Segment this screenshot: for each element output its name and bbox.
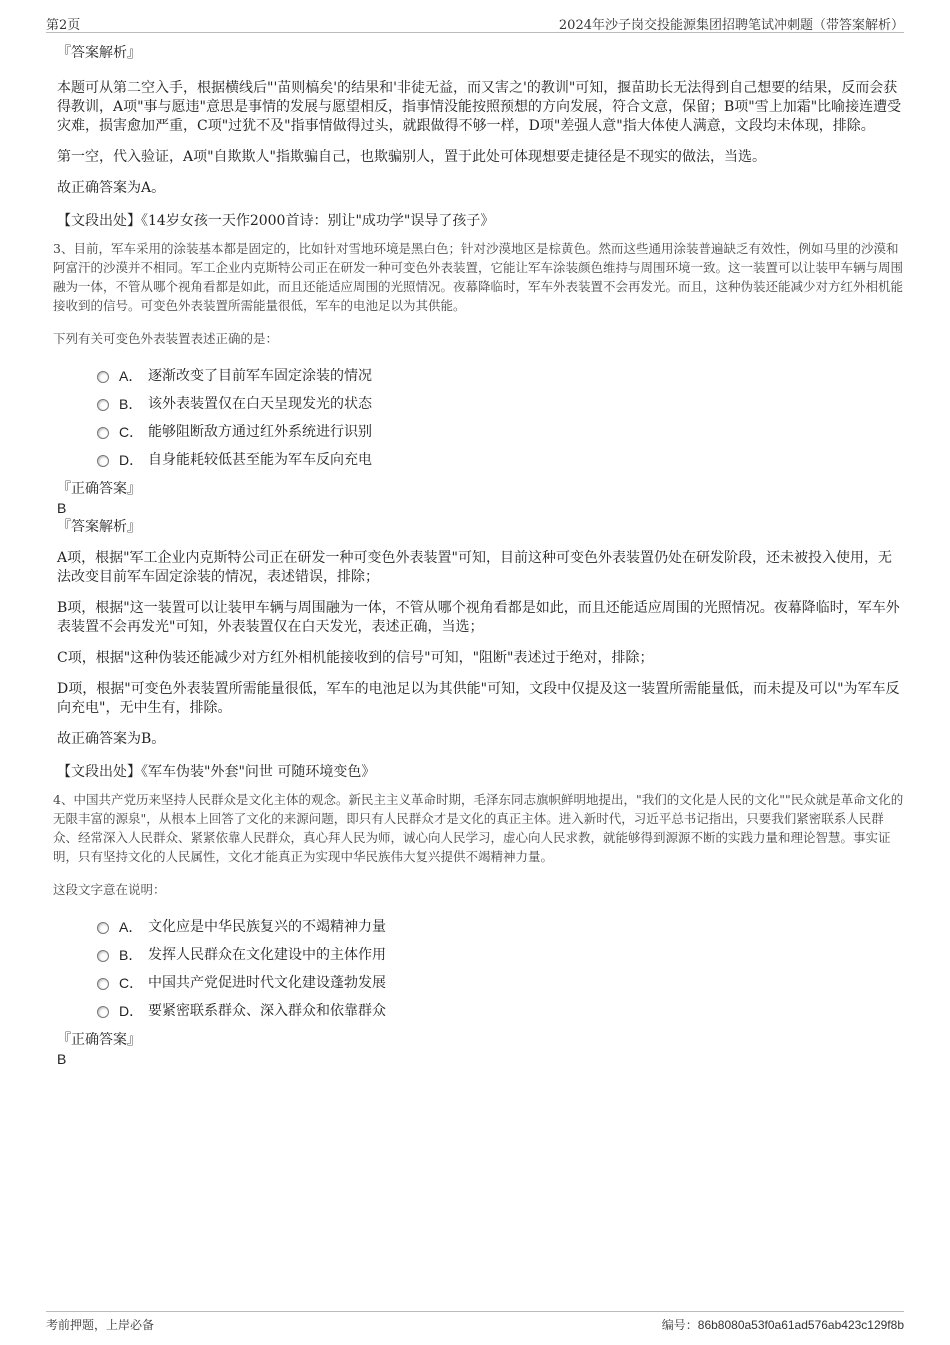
answer-value: B xyxy=(57,500,67,516)
option-text: 逐渐改变了目前军车固定涂装的情况 xyxy=(148,368,372,384)
document-body xyxy=(53,44,904,1069)
option-letter: B． xyxy=(119,396,143,412)
radio-icon[interactable] xyxy=(97,978,109,990)
option-letter: A． xyxy=(119,368,143,384)
option-b[interactable] xyxy=(57,941,904,969)
radio-icon[interactable] xyxy=(97,1006,109,1018)
options-list xyxy=(57,913,904,1025)
question-prompt: 下列有关可变色外表装置表述正确的是： xyxy=(53,331,279,346)
option-letter: C． xyxy=(119,424,144,440)
answer-value: B xyxy=(57,1051,67,1067)
option-text: 中国共产党促进时代文化建设蓬勃发展 xyxy=(148,975,386,991)
document-id: 编号：86b8080a53f0a61ad576ab423c129f8b xyxy=(661,1318,904,1332)
source-citation: 【文段出处】《14岁女孩一天作2000首诗：别让"成功学"误导了孩子》 xyxy=(57,213,495,229)
radio-icon[interactable] xyxy=(97,950,109,962)
option-text: 该外表装置仅在白天呈现发光的状态 xyxy=(148,396,372,412)
option-d[interactable] xyxy=(57,997,904,1025)
conclusion-text: 故正确答案为A。 xyxy=(57,180,166,196)
option-letter: B． xyxy=(119,947,143,963)
page-header xyxy=(46,12,904,33)
analysis-paragraph: 第一空，代入验证，A项"自欺欺人"指欺骗自己，也欺骗别人，置于此处可体现想要走捷径是不现实的做法，当选。 xyxy=(57,149,766,165)
source-citation: 【文段出处】《军车伪装"外套"问世 可随环境变色》 xyxy=(57,764,376,780)
option-text: 文化应是中华民族复兴的不竭精神力量 xyxy=(148,919,386,935)
option-letter: C． xyxy=(119,975,144,991)
radio-icon[interactable] xyxy=(97,922,109,934)
radio-icon[interactable] xyxy=(97,371,109,383)
answer-label: 『正确答案』 xyxy=(57,481,141,497)
answer-label: 『正确答案』 xyxy=(57,1032,141,1048)
analysis-paragraph: C项，根据"这种伪装还能减少对方红外相机能接收到的信号"可知，"阻断"表述过于绝对，排除； xyxy=(57,650,654,666)
option-letter: D． xyxy=(119,1003,144,1019)
option-letter: D． xyxy=(119,452,144,468)
option-b[interactable] xyxy=(57,390,904,418)
page-number: 第2页 xyxy=(46,18,81,33)
radio-icon[interactable] xyxy=(97,427,109,439)
document-title: 2024年沙子岗交投能源集团招聘笔试冲刺题（带答案解析） xyxy=(558,18,904,33)
option-a[interactable] xyxy=(57,362,904,390)
analysis-label: 『答案解析』 xyxy=(57,519,141,535)
option-c[interactable] xyxy=(57,418,904,446)
question-prompt: 这段文字意在说明： xyxy=(53,882,166,897)
options-list xyxy=(57,362,904,474)
option-text: 能够阻断敌方通过红外系统进行识别 xyxy=(148,424,372,440)
analysis-paragraph: 本题可从第二空入手，根据横线后"'苗则槁矣'的结果和'非徒无益，而又害之'的教训"可知，揠苗助长无法得到自己想要的结果，反而会获得教训，A项"事与愿违"意思是事情的发展与愿望相反，指事情没能按照预想的方向发展，符合文意，保留；B项"雪上加霜"比喻接连遭受灾难，损害愈加严重，C项"过犹不及"指事情做得过头，就跟做得不够一样，D项"差强人意"指大体使人满意，文段均未体现，排除。 xyxy=(57,80,902,134)
page-footer xyxy=(46,1311,904,1334)
option-text: 要紧密联系群众、深入群众和依靠群众 xyxy=(148,1003,386,1019)
option-text: 自身能耗较低甚至能为军车反向充电 xyxy=(148,452,372,468)
radio-icon[interactable] xyxy=(97,455,109,467)
analysis-paragraph: A项，根据"军工企业内克斯特公司正在研发一种可变色外表装置"可知，目前这种可变色外表装置仍处在研发阶段，还未被投入使用，无法改变目前军车固定涂装的情况，表述错误，排除； xyxy=(57,550,892,585)
analysis-label: 『答案解析』 xyxy=(57,45,141,61)
option-letter: A． xyxy=(119,919,143,935)
option-a[interactable] xyxy=(57,913,904,941)
analysis-paragraph: D项，根据"可变色外表装置所需能量很低，军车的电池足以为其供能"可知，文段中仅提及这一装置所需能量低，而未提及可以"为军车反向充电"，无中生有，排除。 xyxy=(57,681,900,716)
question-stem: 3、目前，军车采用的涂装基本都是固定的，比如针对雪地环境是黑白色；针对沙漠地区是棕黄色。然而这些通用涂装普遍缺乏有效性，例如马里的沙漠和阿富汗的沙漠并不相同。军工企业内克斯特公司正在研发一种可变色外表装置，它能让军车涂装颜色维持与周围环境一致。这一装置可以让装甲车辆与周围融为一体，不管从哪个视角看都是如此，而且还能适应周围的光照情况。夜幕降临时，军车外表装置不会再发光。而且，这种伪装还能减少对方红外相机能接收到的信号。可变色外表装置所需能量很低，军车的电池足以为其供能。 xyxy=(53,241,904,313)
conclusion-text: 故正确答案为B。 xyxy=(57,731,166,747)
analysis-paragraph: B项，根据"这一装置可以让装甲车辆与周围融为一体，不管从哪个视角看都是如此，而且还能适应周围的光照情况。夜幕降临时，军车外表装置不会再发光"可知，外表装置仅在白天发光，表述正确，当选； xyxy=(57,600,900,635)
question-stem: 4、中国共产党历来坚持人民群众是文化主体的观念。新民主主义革命时期，毛泽东同志旗帜鲜明地提出，"我们的文化是人民的文化""民众就是革命文化的无限丰富的源泉"，从根本上回答了文化的来源问题，即只有人民群众才是文化的真正主体。进入新时代，习近平总书记指出，只要我们紧密联系人民群众、经常深入人民群众、紧紧依靠人民群众，真心拜人民为师，诚心向人民学习，虚心向人民求教，就能够得到源源不断的实践力量和理论智慧。事实证明，只有坚持文化的人民属性，文化才能真正为实现中华民族伟大复兴提供不竭精神力量。 xyxy=(53,792,904,864)
option-c[interactable] xyxy=(57,969,904,997)
option-text: 发挥人民群众在文化建设中的主体作用 xyxy=(148,947,386,963)
footer-slogan: 考前押题，上岸必备 xyxy=(46,1318,155,1332)
radio-icon[interactable] xyxy=(97,399,109,411)
option-d[interactable] xyxy=(57,446,904,474)
